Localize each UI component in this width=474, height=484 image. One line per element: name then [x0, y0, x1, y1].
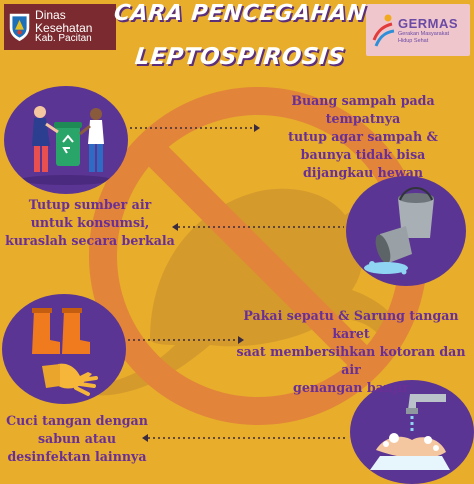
step-1-illustration: [4, 86, 128, 194]
step-1-line-1: Buang sampah pada tempatnya: [291, 93, 435, 126]
step-2-line-1: Tutup sumber air: [28, 197, 152, 212]
dinkes-name: Dinas Kesehatan: [35, 8, 93, 35]
bucket-water-icon: [346, 176, 466, 286]
step-1-line-2: tutup agar sampah &: [288, 129, 438, 144]
germas-subtitle-1: Gerakan Masyarakat: [398, 31, 450, 38]
step-4-caption: [2, 412, 152, 466]
dinkes-region: Kab. Pacitan: [35, 33, 92, 45]
step-1-caption: [252, 92, 474, 182]
step-3-line-1: Pakai sepatu & Sarung tangan karet: [243, 308, 459, 341]
people-recycling-bin-icon: [4, 86, 128, 194]
step-3-line-2: saat membersihkan kotoran dan air: [236, 344, 466, 377]
germas-title: GERMAS: [398, 16, 459, 32]
step-4-line-2: sabun atau: [37, 431, 117, 446]
step-3-caption: [228, 307, 474, 397]
regency-shield-icon: [8, 10, 31, 44]
germas-subtitle-2: Hidup Sehat: [398, 37, 429, 44]
step-4-line-3: desinfektan lainnya: [7, 449, 147, 464]
boots-gloves-icon: [2, 294, 126, 404]
step-3-line-3: genangan banjir: [293, 380, 409, 395]
step-4-line-1: Cuci tangan dengan: [6, 413, 148, 428]
step-2-line-3: kuraslah secara berkala: [5, 233, 175, 248]
page-subtitle: LEPTOSPIROSIS: [133, 44, 347, 70]
step-2-illustration: [346, 176, 466, 286]
step-2-caption: [2, 196, 178, 250]
step-1-line-3: baunya tidak bisa: [300, 147, 426, 162]
page-title: CARA PENCEGAHAN: [112, 1, 368, 26]
step-1-line-4: dijangkau hewan: [302, 165, 424, 180]
germas-logo: [366, 4, 470, 56]
step-3-illustration: [2, 294, 126, 404]
step-2-line-2: untuk konsumsi,: [30, 215, 150, 230]
